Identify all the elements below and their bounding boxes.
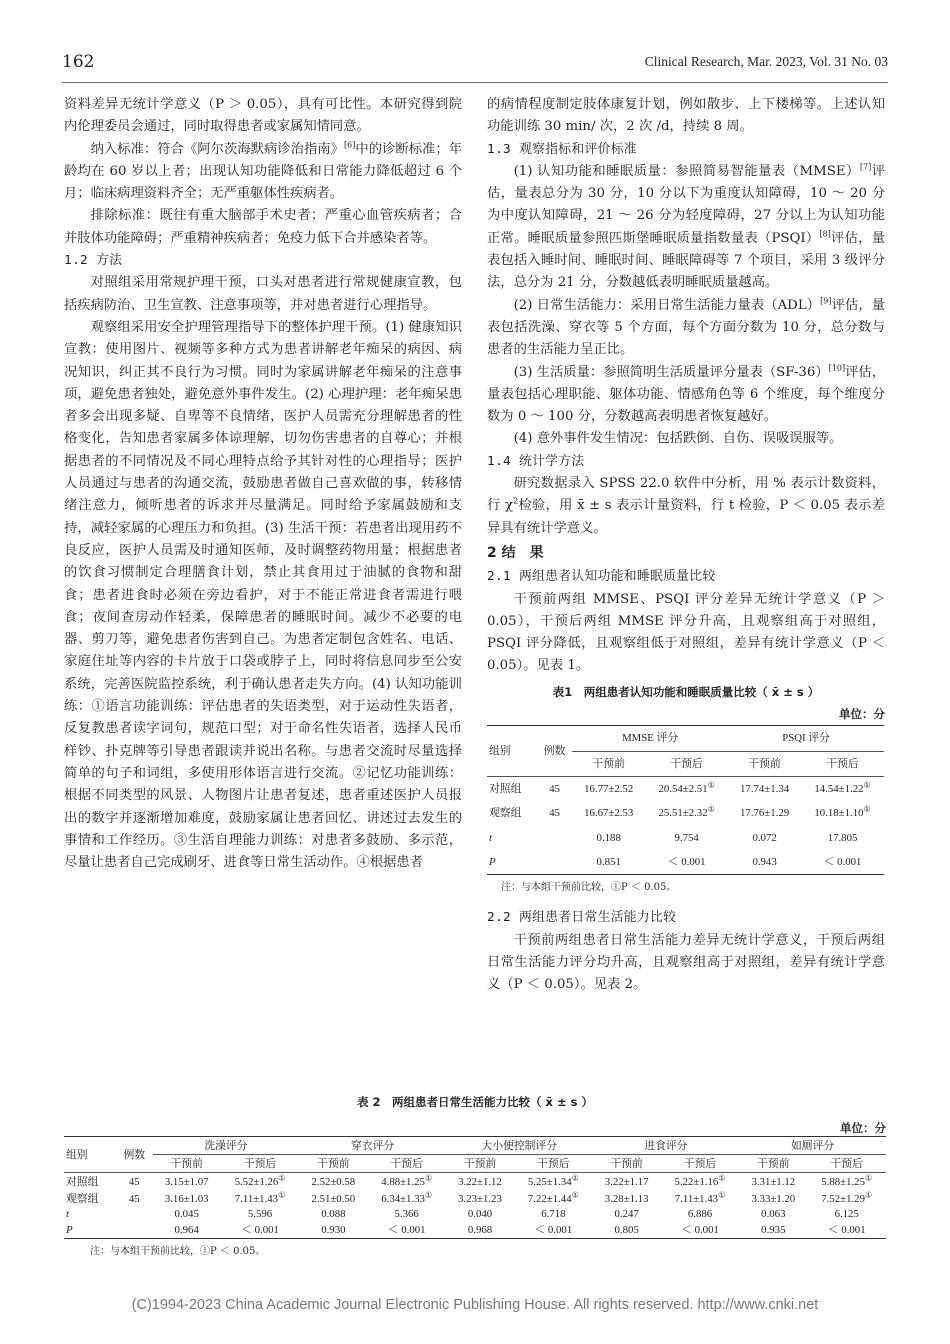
table1-row-label: t xyxy=(489,831,492,844)
paragraph-results-2-1: 干预前两组 MMSE、PSQI 评分差异无统计学意义（P ＞ 0.05），干预后两组 MMSE 评分升高，且观察组高于对照组，PSQI 评分降低，且观察组低于对照组，差异有统计学意义（P ＜ 0.05）。见表 1。 xyxy=(487,591,885,674)
section-heading-1-3: 1.3 观察指标和评价标准 xyxy=(487,141,637,157)
table2-cell-value: 2.52±0.58 xyxy=(311,1175,356,1188)
table2-cell xyxy=(153,1190,221,1207)
table2-sub-before: 干预前 xyxy=(170,1158,203,1170)
citation-6: [6] xyxy=(343,140,356,150)
table2-cell-value: 3.23±1.23 xyxy=(458,1192,502,1205)
indicator1-text-a: (1) 认知功能和睡眠质量：参照简易智能量表（MMSE） xyxy=(513,163,860,179)
table-row xyxy=(64,1173,886,1191)
significance-mark: ① xyxy=(707,780,715,790)
table-row xyxy=(64,1207,886,1221)
table2 xyxy=(64,1136,886,1239)
table-row xyxy=(64,1190,886,1207)
table2-row-label: P xyxy=(66,1223,73,1236)
significance-mark: ① xyxy=(863,804,871,814)
table2-cell-value: 5.366 xyxy=(394,1208,419,1220)
table2-cell-value: ＜ 0.001 xyxy=(534,1224,573,1236)
table1-cell-value: 20.54±2.51 xyxy=(658,782,708,795)
section-heading-1-4: 1.4 统计学方法 xyxy=(487,453,585,469)
table1-unit: 单位：分 xyxy=(839,707,885,722)
section-heading-2-results: 2 结 果 xyxy=(487,544,544,561)
table2-cell-value: 3.15±1.07 xyxy=(164,1175,209,1188)
table2-cell xyxy=(593,1221,661,1239)
table2-cell xyxy=(514,1190,592,1207)
table1-row-label: P xyxy=(489,855,496,868)
table2-header-n: 例数 xyxy=(116,1137,153,1173)
table2-header-eating: 进食评分 xyxy=(593,1137,740,1155)
table2-cell-value: 5.596 xyxy=(247,1208,273,1220)
table2-cell-value: 3.22±1.17 xyxy=(604,1175,649,1188)
section-heading-2-1: 2.1 两组患者认知功能和睡眠质量比较 xyxy=(487,569,716,585)
table2-cell xyxy=(153,1221,221,1239)
table1-cell: 0.188 xyxy=(596,831,621,844)
table2-cell xyxy=(299,1173,367,1191)
significance-mark: ① xyxy=(864,1172,873,1182)
table-row xyxy=(487,850,884,875)
table2-sub-after: 干预后 xyxy=(683,1158,717,1170)
table2-cell xyxy=(807,1173,886,1191)
page-number: 162 xyxy=(62,52,95,72)
indicator3-text-a: (3) 生活质量：参照简明生活质量评分量表（SF-36） xyxy=(513,364,829,380)
paragraph-indicator-sf36 xyxy=(487,362,885,429)
table2-sub-before: 干预前 xyxy=(757,1158,790,1170)
table2-header-dressing: 穿衣评分 xyxy=(299,1137,446,1155)
table2-cell xyxy=(367,1173,445,1191)
significance-mark: ① xyxy=(424,1172,433,1182)
table2-cell-value: 5.52±1.26 xyxy=(234,1175,279,1188)
table2-cell xyxy=(593,1173,661,1191)
table2-cell xyxy=(299,1221,367,1239)
significance-mark: ① xyxy=(864,1189,873,1199)
significance-mark: ① xyxy=(718,1189,726,1199)
table2-cell xyxy=(221,1173,299,1191)
table2-cell xyxy=(299,1190,367,1207)
table1-header-psqi: PSQI 评分 xyxy=(728,726,884,751)
table1-cell xyxy=(801,776,884,801)
indicator1-text-b: 评估，量表总分为 30 分，10 分以下为重度认知障碍，10 ～ 20 分为中度认知障碍，21 ～ 26 分为轻度障碍，27 分以上为认知功能正常。睡眠质量参照匹斯堡睡眠质量指数量表（PSQI） xyxy=(487,163,886,246)
table1-cell: 0.072 xyxy=(752,831,777,844)
table2-cell-value: 6.886 xyxy=(687,1208,713,1220)
paragraph-baseline-comparability: 资料差异无统计学意义（P ＞ 0.05），具有可比性。本研究得到院内伦理委员会通过，同时取得患者或家属知情同意。 xyxy=(64,97,462,135)
table1-cell xyxy=(801,801,884,825)
table1-cell: 16.77±2.52 xyxy=(584,782,634,795)
paragraph-observation-group: 观察组采用安全护理管理指导下的整体护理干预。(1) 健康知识宣教：使用图片、视频等多种方式为患者讲解老年痴呆的病因、病况知识，纠正其不良行为习惯。同时为家属讲解老年痴呆的注意事项，避免患者独处，避免意外事件发生。(2) 心理护理：老年痴呆患者多会出现多疑、自卑等不良情绪，医护人员需充分理解患者的性格变化，告知患者家属多体谅理解，切勿伤害患者的自尊心；并根据患者的不同情况及不同心理特点给予其针对性的心理指导；医护人员通过与患者的沟通交流，鼓励患者做自己喜欢做的事，转移情绪注意力，倾听患者的诉求并尽量满足。同时给予家属鼓励和支持，减轻家属的心理压力和负担。(3) 生活干预：若患者出现用药不良反应，医护人员需及时通知医师，及时调整药物用量；根据患者的饮食习惯制定合理膳食计划，禁止其食用过于油腻的食物和甜食；患者进食时必须在旁边看护，对于不能正常进食者需进行喂食；夜间查房动作轻柔，保障患者的睡眠时间。减少不必要的电器、剪刀等，避免患者伤害到自己。为患者定制包含姓名、电话、家庭住址等内容的卡片放于口袋或脖子上，同时将信息同步至公安系统，完善医院监控系统，利于确认患者走失方向。(4) 认知功能训练：①语言功能训练：评估患者的失语类型，对于运动性失语者，反复教患者读字词句，规范口型；对于命名性失语者，选择人民币样钞、扑克牌等引导患者跟读并说出名称。与患者交流时尽量选择简单的句子和词组，多使用形体语言进行交流。②记忆功能训练：根据不同类型的风景、人物图片让患者复述，患者重述医护人员报出的数字并逐渐增加难度，鼓励家属让患者回忆、讲述过去发生的事情和工作经历。③生活自理能力训练：对患者多鼓励、多示范，尽量让患者自己完成刷牙、进食等日常生活动作。④根据患者 xyxy=(64,319,462,871)
table1-cell: ＜ 0.001 xyxy=(823,855,862,868)
table2-cell xyxy=(153,1173,221,1191)
significance-mark: ① xyxy=(571,1172,579,1182)
significance-mark: ① xyxy=(707,804,715,814)
table1-cell-value: 25.51±2.32 xyxy=(658,807,708,820)
table2-cell-value: 3.16±1.03 xyxy=(164,1192,209,1205)
significance-mark: ① xyxy=(278,1189,286,1199)
indicator3-text-b: 评估，量表包括心理职能、躯体功能、情感角色等 6 个维度，每个维度分数为 0 ～ 100 分，分数越高表明患者恢复越好。 xyxy=(487,364,885,425)
table1-cell: 17.74±1.34 xyxy=(740,782,790,795)
table2-cell xyxy=(221,1221,299,1239)
table2-cell-value: 6.125 xyxy=(834,1208,859,1220)
table2-cell-value: 0.805 xyxy=(614,1223,639,1236)
table2-cell xyxy=(116,1221,153,1239)
table2-block xyxy=(64,1094,886,1257)
table2-unit: 单位：分 xyxy=(840,1121,886,1135)
paragraph-rehab-plan: 的病情程度制定肢体康复计划，例如散步、上下楼梯等。上述认知功能训练 30 min/ 次，2 次 /d，持续 8 周。 xyxy=(487,97,885,135)
table2-cell xyxy=(807,1207,886,1221)
table1-cell: 16.67±2.53 xyxy=(584,807,634,820)
table2-header-group: 组别 xyxy=(64,1137,116,1173)
table2-cell-value: 0.930 xyxy=(321,1223,346,1236)
table2-sub-after: 干预后 xyxy=(830,1158,863,1170)
table2-cell: 45 xyxy=(128,1192,140,1205)
paragraph-exclusion-criteria: 排除标准：既往有重大脑部手术史者；严重心血管疾病者；合并肢体功能障碍；严重精神疾病者；免疫力低下合并感染者等。 xyxy=(64,208,462,246)
table2-header-continence: 大小便控制评分 xyxy=(446,1137,593,1155)
table2-sub-after: 干预后 xyxy=(243,1158,277,1170)
right-column xyxy=(487,94,885,997)
table2-cell xyxy=(661,1221,739,1239)
table2-header-bathing: 洗澡评分 xyxy=(153,1137,300,1155)
table1-cell xyxy=(645,776,728,801)
table1-cell xyxy=(537,826,572,850)
paragraph-indicator-adl xyxy=(487,295,885,362)
table2-cell-value: 5.22±1.16 xyxy=(674,1175,719,1188)
table2-cell xyxy=(367,1221,445,1239)
table1-header-mmse: MMSE 评分 xyxy=(572,726,728,751)
table2-cell-value: 0.935 xyxy=(761,1223,786,1236)
table2-cell xyxy=(593,1190,661,1207)
table2-sub-after: 干预后 xyxy=(390,1158,423,1170)
table1-cell: 17.805 xyxy=(827,831,858,844)
table2-cell xyxy=(446,1190,514,1207)
table2-cell xyxy=(116,1207,153,1221)
table2-cell xyxy=(221,1207,299,1221)
journal-running-header: Clinical Research, Mar. 2023, Vol. 31 No. 03 xyxy=(644,54,888,69)
table2-cell xyxy=(739,1221,807,1239)
table2-sub-before: 干预前 xyxy=(317,1158,350,1170)
indicator2-text-a: (2) 日常生活能力：采用日常生活能力量表（ADL） xyxy=(513,297,821,313)
table2-cell xyxy=(446,1173,514,1191)
table2-cell-value: 7.22±1.44 xyxy=(527,1192,572,1205)
section-heading-2-2: 2.2 两组患者日常生活能力比较 xyxy=(487,910,677,926)
significance-mark: ① xyxy=(278,1172,286,1182)
table2-cell xyxy=(661,1173,739,1191)
table2-sub-after: 干预后 xyxy=(537,1158,570,1170)
table2-cell-value: 3.28±1.13 xyxy=(604,1192,649,1205)
table1-cell-value: 14.54±1.22 xyxy=(814,782,864,795)
significance-mark: ① xyxy=(424,1189,433,1199)
table2-cell-value: ＜ 0.001 xyxy=(387,1224,426,1236)
table2-cell-value: 0.063 xyxy=(761,1208,786,1220)
table2-cell xyxy=(739,1207,807,1221)
table1-cell-value: 10.18±1.10 xyxy=(814,807,864,820)
citation-9: [9] xyxy=(820,296,832,306)
section-heading-1-2: 1.2 方法 xyxy=(64,253,123,269)
citation-7: [7] xyxy=(859,162,872,172)
table1-cell: 0.943 xyxy=(752,855,777,868)
table-row xyxy=(487,801,884,825)
table1-cell: 17.76±1.29 xyxy=(740,807,790,820)
table2-row-label: t xyxy=(66,1208,69,1220)
table2-cell-value: ＜ 0.001 xyxy=(241,1224,279,1236)
table2-cell-value: 0.968 xyxy=(467,1223,493,1236)
table1-sub-before: 干预前 xyxy=(748,757,781,770)
table2-cell-value: 2.51±0.50 xyxy=(311,1192,356,1205)
paragraph-control-group: 对照组采用常规护理干预，口头对患者进行常规健康宣教，包括疾病防治、卫生宣教、注意事项等，并对患者进行心理指导。 xyxy=(64,275,462,313)
significance-mark: ① xyxy=(571,1189,579,1199)
table1-cell: 45 xyxy=(549,807,560,820)
indicator1-text-c: 评估，量表包括入睡时间、睡眠时间、睡眠障碍等 7 个项目，采用 3 级评分法，总分为 21 分，分数越低表明睡眠质量越高。 xyxy=(487,230,885,291)
chi-square-superscript: 2 xyxy=(513,496,519,506)
table-row xyxy=(64,1221,886,1239)
table2-cell xyxy=(153,1207,221,1221)
inclusion-text-a: 纳入标准：符合《阿尔茨海默病诊治指南》 xyxy=(90,141,344,157)
table2-cell xyxy=(514,1221,592,1239)
table2-cell xyxy=(299,1207,367,1221)
table2-header-toileting: 如厕评分 xyxy=(739,1137,886,1155)
table2-cell xyxy=(514,1207,592,1221)
indicator2-text-b: 评估，量表包括洗澡、穿衣等 5 个方面，每个方面分数为 10 分，总分数与患者的生活能力呈正比。 xyxy=(487,297,886,358)
table1-row-label: 对照组 xyxy=(489,782,522,795)
table-row xyxy=(487,826,884,850)
table2-cell xyxy=(807,1190,886,1207)
header-rule xyxy=(62,82,888,83)
table2-cell-value: 7.52±1.29 xyxy=(821,1192,865,1205)
table2-cell-value: 0.247 xyxy=(614,1208,639,1220)
table2-cell-value: 6.34±1.33 xyxy=(381,1192,425,1205)
table2-cell-value: 7.11±1.43 xyxy=(234,1192,279,1205)
table2-cell-value: 5.88±1.25 xyxy=(821,1175,865,1188)
table2-cell xyxy=(446,1207,514,1221)
significance-mark: ① xyxy=(863,780,871,790)
table2-cell-value: 3.31±1.12 xyxy=(751,1175,796,1188)
citation-8: [8] xyxy=(819,229,831,239)
table2-cell-value: 7.11±1.43 xyxy=(674,1192,719,1205)
table2-cell xyxy=(739,1190,807,1207)
table1-cell: 45 xyxy=(549,782,560,795)
table2-cell xyxy=(367,1207,445,1221)
table2-cell-value: 0.045 xyxy=(174,1208,199,1220)
table1-cell: 0.851 xyxy=(596,855,621,868)
paragraph-results-2-2: 干预前两组患者日常生活能力差异无统计学意义，干预后两组日常生活能力评分均升高，且观察组高于对照组，差异有统计学意义（P ＜ 0.05）。见表 2。 xyxy=(487,932,885,993)
paragraph-statistics xyxy=(487,473,885,540)
copyright-footer: (C)1994-2023 China Academic Journal Electronic Publishing House. All rights reserved. http://www.cnki.net xyxy=(131,1297,819,1313)
table2-cell xyxy=(514,1173,592,1191)
paragraph-indicator-cognition xyxy=(487,161,885,295)
table2-cell xyxy=(661,1207,739,1221)
left-column xyxy=(64,94,462,874)
table2-cell-value: 5.25±1.34 xyxy=(527,1175,572,1188)
table2-row-label: 观察组 xyxy=(66,1193,99,1205)
table2-cell xyxy=(807,1221,886,1239)
table2-cell-value: ＜ 0.001 xyxy=(827,1224,866,1236)
table2-cell xyxy=(661,1190,739,1207)
table1-sub-after: 干预后 xyxy=(670,757,703,770)
table1-row-label: 观察组 xyxy=(489,807,522,820)
inclusion-text-b: 中的诊断标准；年龄均在 60 岁以上者；出现认知功能降低和日常能力降低超过 6 个月；临床病理资料齐全；无严重躯体性疾病者。 xyxy=(64,141,463,202)
table2-cell-value: ＜ 0.001 xyxy=(681,1224,719,1236)
table1-sub-before: 干预前 xyxy=(592,757,625,770)
significance-mark: ① xyxy=(718,1172,726,1182)
paragraph-indicator-accidents: (4) 意外事件发生情况：包括跌倒、自伤、误吸误服等。 xyxy=(513,431,843,447)
table2-cell-value: 3.22±1.12 xyxy=(458,1175,502,1188)
table1-cell: 9.754 xyxy=(674,831,699,844)
table2-caption: 表 2 两组患者日常生活能力比较（ x̄ ± s ） xyxy=(357,1095,593,1109)
table2-cell-value: 0.964 xyxy=(174,1223,199,1236)
table2-cell: 45 xyxy=(128,1175,140,1188)
table1-note: 注：与本组干预前比较，①P ＜ 0.05。 xyxy=(501,882,677,894)
table2-cell xyxy=(367,1190,445,1207)
table2-sub-before: 干预前 xyxy=(463,1158,497,1170)
paragraph-inclusion-criteria xyxy=(64,139,462,206)
table1-header-n: 例数 xyxy=(537,726,572,777)
citation-10: [10] xyxy=(828,363,846,373)
table1-sub-after: 干预后 xyxy=(826,757,859,770)
table2-cell-value: 6.718 xyxy=(541,1208,566,1220)
table2-sub-before: 干预前 xyxy=(610,1158,643,1170)
statistics-text-a: 研究数据录入 SPSS 22.0 软件中分析，用 % 表示计数资料，行 χ xyxy=(487,476,885,514)
table2-cell xyxy=(446,1221,514,1239)
table-row xyxy=(487,776,884,801)
table1-cell xyxy=(645,801,728,825)
table2-row-label: 对照组 xyxy=(66,1176,99,1188)
table2-note: 注：与本组干预前比较，①P ＜ 0.05。 xyxy=(90,1246,266,1257)
table2-cell xyxy=(221,1190,299,1207)
table1-cell xyxy=(537,850,572,875)
table1-caption: 表1 两组患者认知功能和睡眠质量比较（ x̄ ± s ） xyxy=(552,684,820,699)
statistics-text-b: 检验，用 x̄ ± s 表示计量资料，行 t 检验，P ＜ 0.05 表示差异具有统计学意义。 xyxy=(487,498,885,536)
table1 xyxy=(487,725,884,875)
table2-cell xyxy=(593,1207,661,1221)
table1-cell: ＜ 0.001 xyxy=(667,855,706,868)
table2-cell-value: 0.040 xyxy=(467,1208,493,1220)
table2-cell-value: 0.088 xyxy=(321,1208,346,1220)
table2-cell-value: 4.88±1.25 xyxy=(381,1175,425,1188)
table1-header-group: 组别 xyxy=(487,726,537,777)
table2-cell xyxy=(739,1173,807,1191)
table2-cell-value: 3.33±1.20 xyxy=(751,1192,796,1205)
